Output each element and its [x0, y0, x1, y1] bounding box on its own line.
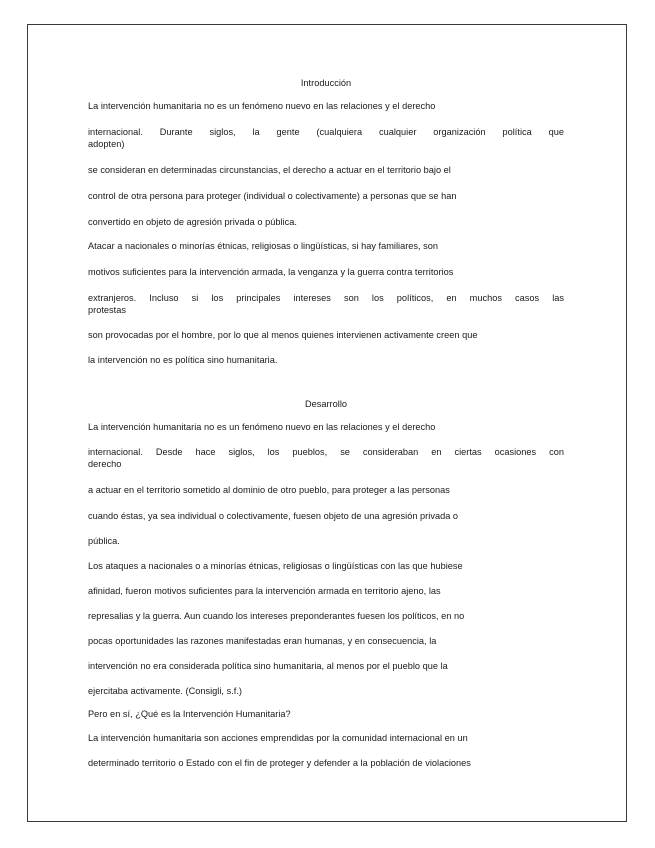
- dev-line-15: determinado territorio o Estado con el fin de proteger y defender a la población de violaciones: [88, 758, 471, 768]
- dev-line-6: pública.: [88, 536, 120, 546]
- heading-introduccion: Introducción: [300, 78, 352, 88]
- dev-line-7: Los ataques a nacionales o a minorías étnicas, religiosas o lingüísticas con las que hubiese: [88, 561, 463, 571]
- dev-line-3: derecho: [88, 459, 122, 469]
- dev-line-9: represalias y la guerra. Aun cuando los intereses preponderantes fuesen los políticos, en no: [88, 611, 465, 621]
- dev-line-4: a actuar en el territorio sometido al dominio de otro pueblo, para proteger a las personas: [88, 485, 450, 495]
- intro-line-7: Atacar a nacionales o minorías étnicas, religiosas o lingüísticas, si hay familiares, son: [88, 241, 439, 251]
- intro-line-1: La intervención humanitaria no es un fenómeno nuevo en las relaciones y el derecho: [88, 101, 436, 111]
- document-page: [27, 24, 627, 822]
- intro-line-2: internacional. Durante siglos, la gente (cualquiera cualquier organización política que: [88, 127, 564, 137]
- intro-line-11: son provocadas por el hombre, por lo que al menos quienes intervienen activamente creen que: [88, 330, 478, 340]
- dev-line-13: Pero en sí, ¿Qué es la Intervención Humanitaria?: [88, 709, 291, 719]
- intro-line-12: la intervención no es política sino humanitaria.: [88, 355, 278, 365]
- dev-line-5: cuando éstas, ya sea individual o colectivamente, fuesen objeto de una agresión privada o: [88, 511, 459, 521]
- dev-line-10: pocas oportunidades las razones manifestadas eran humanas, y en consecuencia, la: [88, 636, 437, 646]
- heading-desarrollo: Desarrollo: [304, 399, 348, 409]
- intro-line-6: convertido en objeto de agresión privada o pública.: [88, 217, 297, 227]
- intro-line-4: se consideran en determinadas circunstancias, el derecho a actuar en el territorio bajo el: [88, 165, 451, 175]
- intro-line-5: control de otra persona para proteger (individual o colectivamente) a personas que se han: [88, 191, 457, 201]
- intro-line-9: extranjeros. Incluso si los principales intereses son los políticos, en muchos casos las: [88, 293, 564, 303]
- intro-line-3: adopten): [88, 139, 125, 149]
- intro-line-10: protestas: [88, 305, 126, 315]
- dev-line-14: La intervención humanitaria son acciones emprendidas por la comunidad internacional en un: [88, 733, 468, 743]
- dev-line-12: ejercitaba activamente. (Consigli, s.f.): [88, 686, 242, 696]
- dev-line-2: internacional. Desde hace siglos, los pueblos, se consideraban en ciertas ocasiones con: [88, 447, 564, 457]
- dev-line-8: afinidad, fueron motivos suficientes para la intervención armada en territorio ajeno, las: [88, 586, 441, 596]
- dev-line-11: intervención no era considerada política sino humanitaria, al menos por el pueblo que la: [88, 661, 448, 671]
- dev-line-1: La intervención humanitaria no es un fenómeno nuevo en las relaciones y el derecho: [88, 422, 436, 432]
- intro-line-8: motivos suficientes para la intervención armada, la venganza y la guerra contra territorios: [88, 267, 454, 277]
